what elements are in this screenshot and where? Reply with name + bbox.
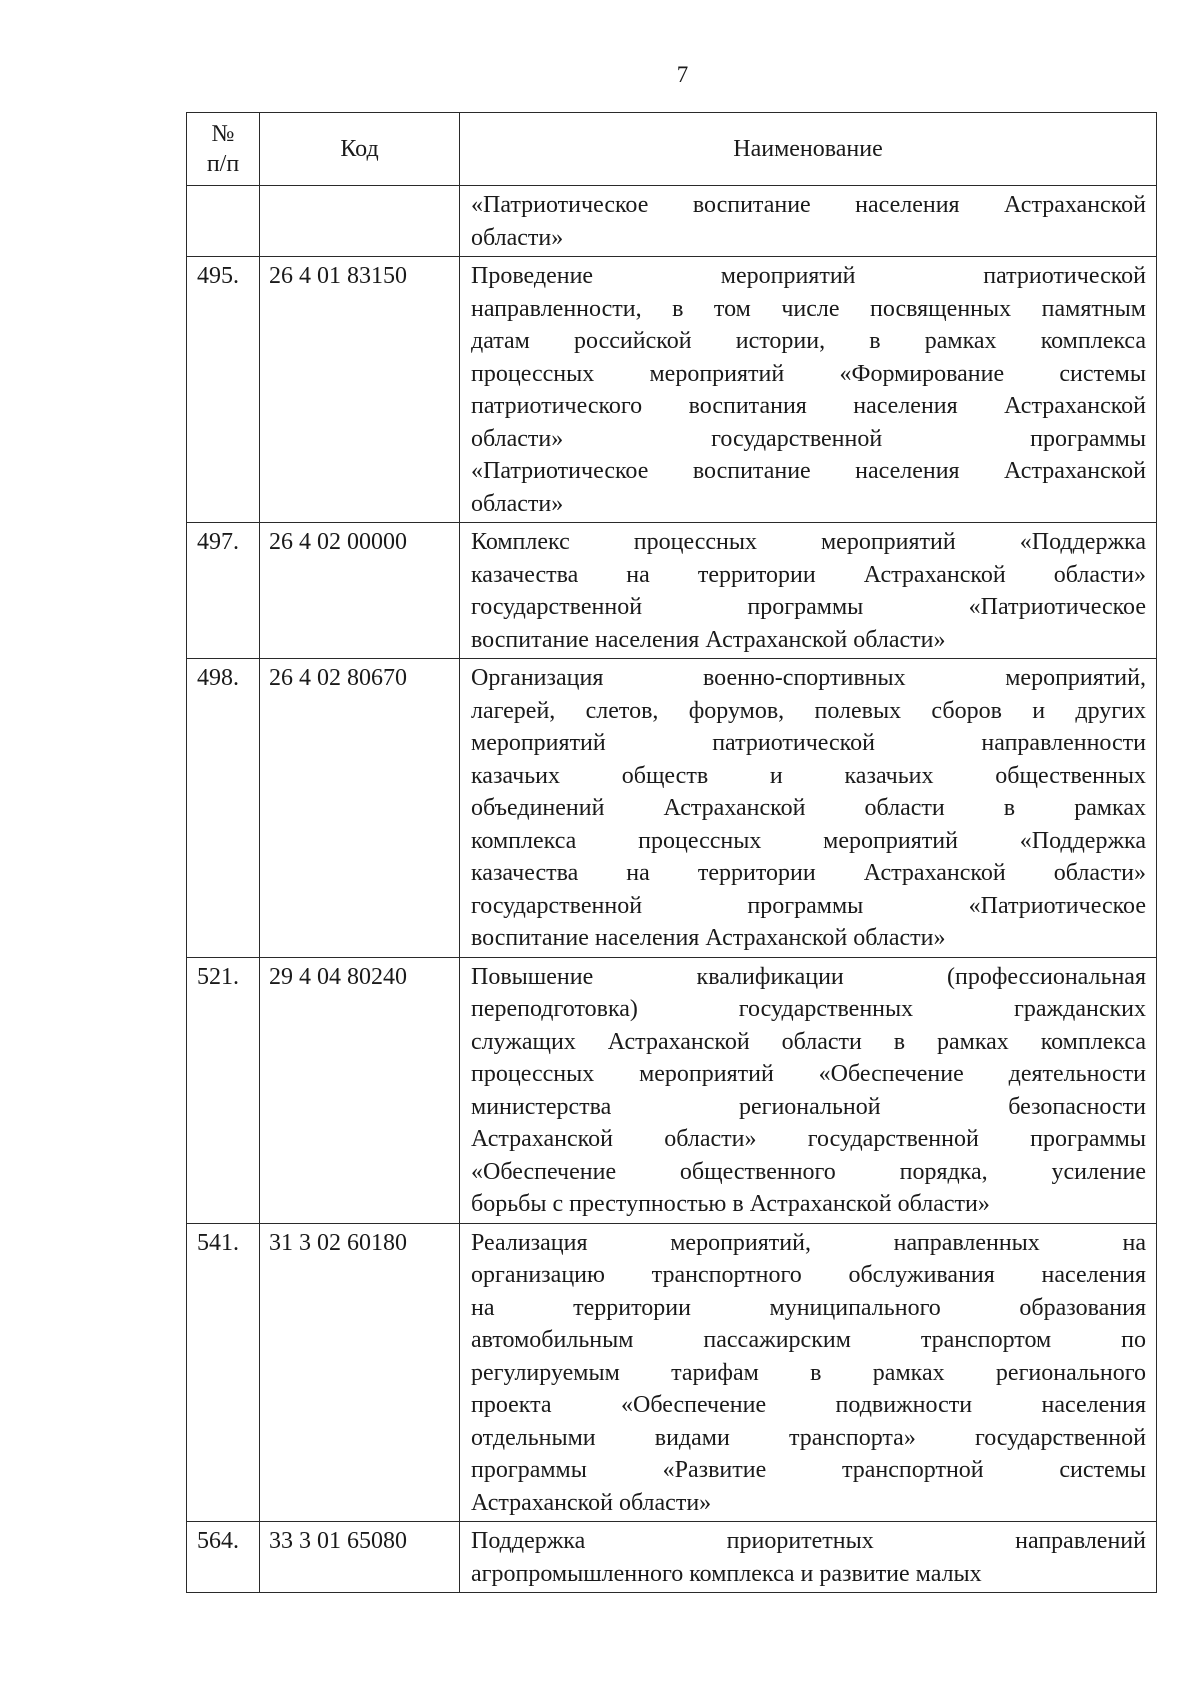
row-name-line: воспитание населения Астраханской области» [471,925,946,951]
table-row [187,523,1157,659]
row-name-line: агропромышленного комплекса и развитие малых [471,1560,982,1587]
header-code: Код [260,113,460,186]
row-name-line: Проведение мероприятий патриотической [471,263,1146,289]
table-row [187,1223,1157,1522]
row-code: 29 4 04 80240 [260,957,460,1223]
row-name-line: мероприятий патриотической направленности [471,730,1146,756]
row-number: 495. [187,257,260,523]
row-name-line: направленности, в том числе посвященных памятным [471,295,1146,322]
table-row [187,1522,1157,1593]
row-name-line: датам российской истории, в рамках комплекса [471,328,1146,354]
row-code: 26 4 01 83150 [260,257,460,523]
row-name-line: Организация военно-спортивных мероприятий, [471,665,1146,691]
row-name-line: служащих Астраханской области в рамках комплекса [471,1028,1146,1055]
row-name-line: переподготовка) государственных гражданских [471,996,1146,1022]
row-name-line: на территории муниципального образования [471,1294,1146,1321]
row-name-line: Астраханской области» государственной программы [471,1126,1146,1152]
table-row [187,257,1157,523]
row-name [460,957,1157,1223]
row-name-line: казачества на территории Астраханской области» [471,860,1146,886]
header-num: № п/п [187,113,260,186]
row-name [460,186,1157,257]
row-number: 564. [187,1522,260,1593]
row-name-line: отдельными видами транспорта» государственной [471,1424,1146,1451]
row-code [260,186,460,257]
table-row [187,957,1157,1223]
row-name-line: борьбы с преступностью в Астраханской области» [471,1191,990,1217]
row-code: 33 3 01 65080 [260,1522,460,1593]
row-name [460,1522,1157,1593]
row-name-line: организацию транспортного обслуживания населения [471,1262,1146,1288]
row-code: 31 3 02 60180 [260,1223,460,1522]
row-name-line: казачества на территории Астраханской области» [471,561,1146,588]
row-name-line: казачьих обществ и казачьих общественных [471,762,1146,789]
row-name-line: регулируемым тарифам в рамках регионального [471,1359,1146,1386]
row-name-line: государственной программы «Патриотическое [471,594,1146,620]
page-number: 7 [676,62,689,87]
row-number: 521. [187,957,260,1223]
row-name-line: лагерей, слетов, форумов, полевых сборов и других [471,697,1146,724]
table-row [187,659,1157,958]
row-name-line: «Патриотическое воспитание населения Астраханской [471,192,1146,218]
row-name-line: Реализация мероприятий, направленных на [471,1229,1146,1256]
row-name-line: области» государственной программы [471,425,1146,452]
row-name-line: «Патриотическое воспитание населения Астраханской [471,458,1146,484]
row-name-line: процессных мероприятий «Формирование системы [471,360,1146,387]
row-name-line: программы «Развитие транспортной системы [471,1457,1146,1483]
row-number [187,186,260,257]
row-name [460,523,1157,659]
row-name-line: области» [471,224,564,251]
row-name-line: автомобильным пассажирским транспортом по [471,1327,1146,1353]
row-name-line: комплекса процессных мероприятий «Поддержка [471,827,1146,854]
row-name-line: министерства региональной безопасности [471,1093,1146,1120]
row-name-line: Комплекс процессных мероприятий «Поддержка [471,529,1146,555]
row-name-line: воспитание населения Астраханской области» [471,626,946,653]
header-name: Наименование [460,113,1157,186]
row-name-line: объединений Астраханской области в рамках [471,795,1146,821]
row-name-line: процессных мероприятий «Обеспечение деятельности [471,1061,1146,1087]
row-number: 497. [187,523,260,659]
table-body [187,186,1157,1593]
row-number: 498. [187,659,260,958]
row-name-line: Астраханской области» [471,1489,712,1516]
table-header-row [187,113,1157,186]
row-code: 26 4 02 00000 [260,523,460,659]
row-code: 26 4 02 80670 [260,659,460,958]
row-name-line: области» [471,490,564,517]
row-name [460,1223,1157,1522]
row-name-line: Поддержка приоритетных направлений [471,1528,1146,1554]
row-name-line: проекта «Обеспечение подвижности населения [471,1392,1146,1418]
table-row [187,186,1157,257]
row-name [460,659,1157,958]
classification-table [186,112,1157,1593]
row-number: 541. [187,1223,260,1522]
row-name [460,257,1157,523]
row-name-line: патриотического воспитания населения Астраханской [471,393,1146,419]
row-name-line: Повышение квалификации (профессиональная [471,963,1146,990]
row-name-line: государственной программы «Патриотическое [471,892,1146,919]
row-name-line: «Обеспечение общественного порядка, усиление [471,1158,1146,1185]
